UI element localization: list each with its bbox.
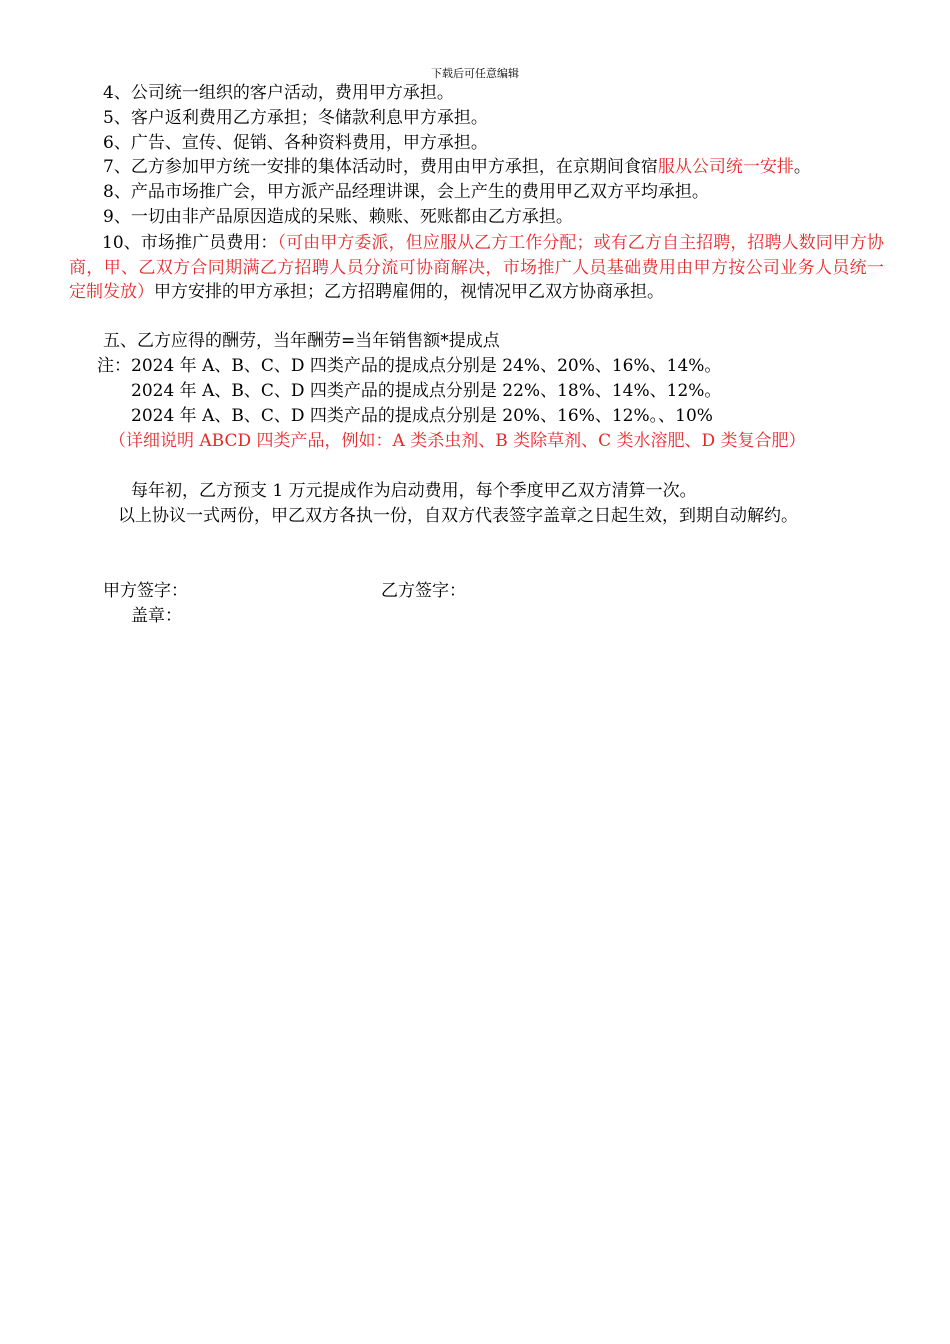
item-7-highlight: 服从公司统一安排 xyxy=(657,157,794,177)
item-4: 4、公司统一组织的客户活动，费用甲方承担。 xyxy=(103,83,454,103)
prepay-clause: 每年初，乙方预支 1 万元提成作为启动费用，每个季度甲乙双方清算一次。 xyxy=(131,481,697,501)
party-a-signature-label: 甲方签字： xyxy=(103,581,188,601)
note-line-3: 2024 年 A、B、C、D 四类产品的提成点分别是 20%、16%、12%。、10% xyxy=(131,406,713,426)
note-product-description: （详细说明 ABCD 四类产品，例如：A 类杀虫剂、B 类除草剂、C 类水溶肥、D 类复合肥） xyxy=(109,431,806,451)
note-line-1: 注：2024 年 A、B、C、D 四类产品的提成点分别是 24%、20%、16%、14%。 xyxy=(97,356,722,376)
item-7 xyxy=(103,156,811,178)
item-8: 8、产品市场推广会，甲方派产品经理讲课，会上产生的费用甲乙双方平均承担。 xyxy=(103,182,709,202)
page-header: 下载后可任意编辑 xyxy=(431,67,519,80)
party-b-signature-label: 乙方签字： xyxy=(381,581,466,601)
item-6: 6、广告、宣传、促销、各种资料费用，甲方承担。 xyxy=(103,133,488,153)
section-5-title: 五、乙方应得的酬劳，当年酬劳=当年销售额*提成点 xyxy=(103,331,500,351)
seal-label: 盖章： xyxy=(131,606,182,626)
item-10-label: 10、市场推广员费用： xyxy=(102,233,278,253)
item-9: 9、一切由非产品原因造成的呆账、赖账、死账都由乙方承担。 xyxy=(103,207,573,227)
item-7-text: 7、乙方参加甲方统一安排的集体活动时，费用由甲方承担，在京期间食宿 xyxy=(103,157,658,177)
item-10 xyxy=(69,231,884,305)
item-10-highlight: （可由甲方委派，但应服从乙方工作分配；或有乙方自主招聘，招聘人数同甲方协商，甲、乙双方合同期满乙方招聘人员分流可协商解决，市场推广人员基础费用由甲方按公司业务人员统一定制发放） xyxy=(69,233,885,302)
item-10-rest: 甲方安排的甲方承担；乙方招聘雇佣的，视情况甲乙双方协商承担。 xyxy=(154,282,664,302)
closing-clause: 以上协议一式两份，甲乙双方各执一份，自双方代表签字盖章之日起生效，到期自动解约。 xyxy=(118,506,798,526)
note-line-2: 2024 年 A、B、C、D 四类产品的提成点分别是 22%、18%、14%、12%。 xyxy=(131,381,722,401)
item-7-end: 。 xyxy=(793,157,811,177)
item-5: 5、客户返利费用乙方承担；冬储款利息甲方承担。 xyxy=(103,108,488,128)
